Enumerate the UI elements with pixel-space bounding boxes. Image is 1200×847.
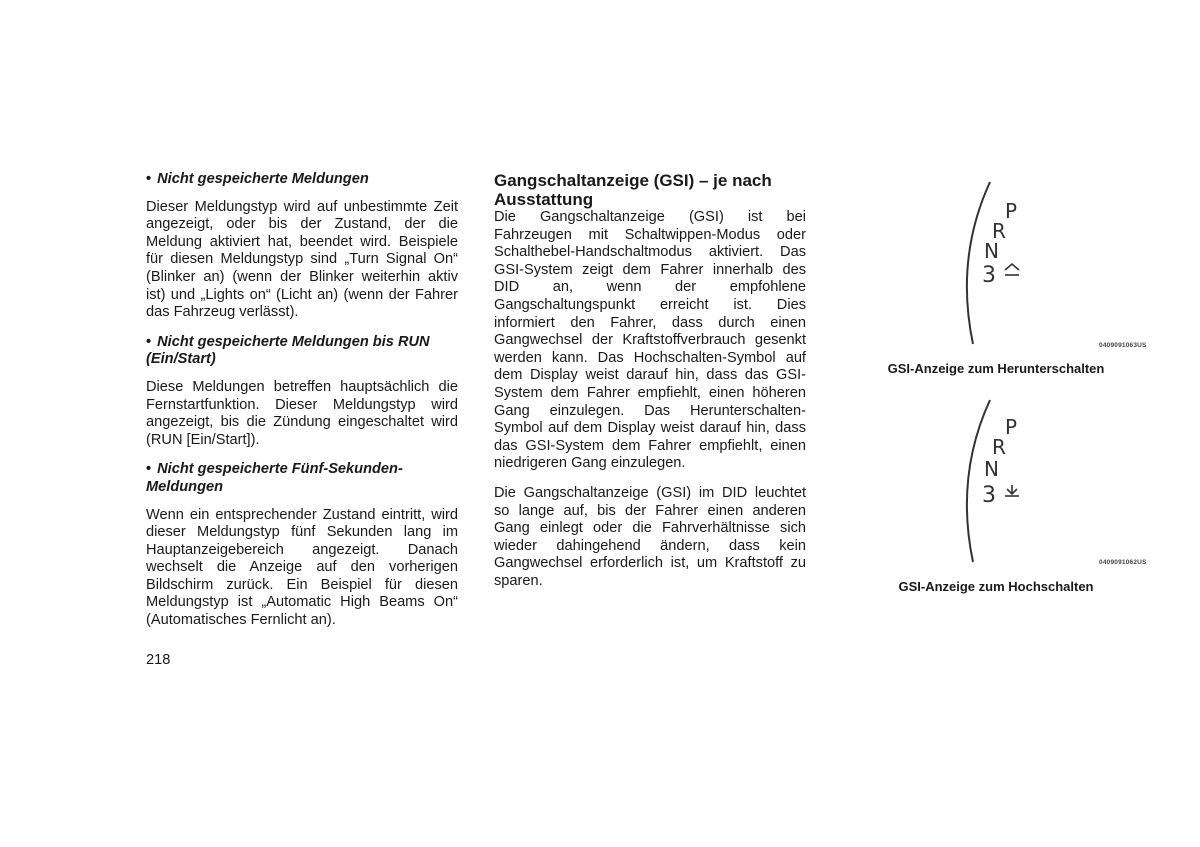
figure-code: 0409091062US	[1099, 559, 1147, 566]
gear-letter-n: N	[984, 457, 999, 481]
gear-display-graphic	[950, 396, 1070, 566]
gear-letter-r: R	[992, 435, 1006, 459]
paragraph-gsi-intro: Die Gangschaltanzeige (GSI) ist bei Fahrzeugen mit Schaltwippen-Modus oder Schalthebel-Handschaltmodus aktiviert. Das GSI-System zeigt dem Fahrer innerhalb des DID an, wenn der empfohlene Gangschaltungspunkt erreicht ist. Dies informiert den Fahrer, dass durch einen Gangwechsel der Kraftstoffverbrauch gesenkt werden kann. Das Hochschalten-Symbol auf dem Display weist darauf hin, dass das GSI-System dem Fahrer empfiehlt, einen höheren Gang einzulegen. Das Herunterschalten-Symbol auf dem Display weist darauf hin, dass das GSI-System dem Fahrer empfiehlt, einen niedrigeren Gang einzulegen.	[494, 209, 806, 472]
bullet-heading-five-seconds	[146, 461, 458, 496]
bullet-heading-text: Nicht gespeicherte Meldungen bis RUN (Ein/Start)	[146, 333, 430, 368]
page-number: 218	[146, 652, 171, 668]
gsi-upshift-figure	[950, 396, 1070, 566]
gear-letter-r: R	[992, 219, 1006, 243]
downshift-arrow-icon	[1005, 264, 1019, 275]
gear-display-graphic	[950, 178, 1070, 348]
figure-caption: GSI-Anzeige zum Herunterschalten	[887, 361, 1105, 376]
bullet-heading-unsaved	[146, 171, 458, 189]
bullet-dot: •	[146, 333, 152, 350]
paragraph-unsaved: Dieser Meldungstyp wird auf unbestimmte Zeit angezeigt, oder bis der Zustand, der die Meldung aktiviert hat, beendet wird. Beispiele für diesen Meldungstyp sind „Turn Signal On“ (Blinker an) (wenn der Blinker weiterhin aktiv ist) und „Lights on“ (Licht an) (wenn der Fahrer das Fahrzeug verlässt).	[146, 198, 458, 321]
bullet-dot: •	[146, 461, 152, 478]
gear-number-3: 3	[982, 483, 996, 508]
gear-letter-n: N	[984, 239, 999, 263]
middle-column	[494, 171, 806, 602]
gsi-downshift-figure	[950, 178, 1070, 348]
paragraph-gsi-duration: Die Gangschaltanzeige (GSI) im DID leuchtet so lange auf, bis der Fahrer einen anderen Gang einlegt oder die Fahrverhältnisse sich wieder dahingehend ändern, dass kein Gangwechsel erforderlich ist, um Kraftstoff zu sparen.	[494, 484, 806, 589]
bullet-heading-text: Nicht gespeicherte Meldungen	[157, 171, 369, 187]
section-heading: Gangschaltanzeige (GSI) – je nach Ausstattung	[494, 171, 772, 209]
left-column	[146, 171, 458, 642]
figure-code: 0409091063US	[1099, 342, 1147, 349]
upshift-arrow-icon	[1005, 485, 1019, 496]
paragraph-run: Diese Meldungen betreffen hauptsächlich die Fernstartfunktion. Dieser Meldungstyp wird angezeigt, bis die Zündung eingeschaltet wird (RUN [Ein/Start]).	[146, 378, 458, 448]
display-arc	[967, 400, 990, 562]
gear-number-3: 3	[982, 263, 996, 288]
gear-letter-p: P	[1005, 415, 1018, 439]
bullet-heading-text: Nicht gespeicherte Fünf-Sekunden-Meldungen	[146, 461, 403, 495]
bullet-dot: •	[146, 171, 152, 187]
gear-letter-p: P	[1005, 199, 1018, 223]
paragraph-five-seconds: Wenn ein entsprechender Zustand eintritt, wird dieser Meldungstyp fünf Sekunden lang im Hauptanzeigebereich angezeigt. Danach wechselt die Anzeige auf den vorherigen Bildschirm zurück. Ein Beispiel für diesen Meldungstyp ist „Automatic High Beams On“ (Automatisches Fernlicht an).	[146, 506, 458, 629]
bullet-heading-run	[146, 334, 458, 369]
figure-caption: GSI-Anzeige zum Hochschalten	[898, 579, 1094, 594]
